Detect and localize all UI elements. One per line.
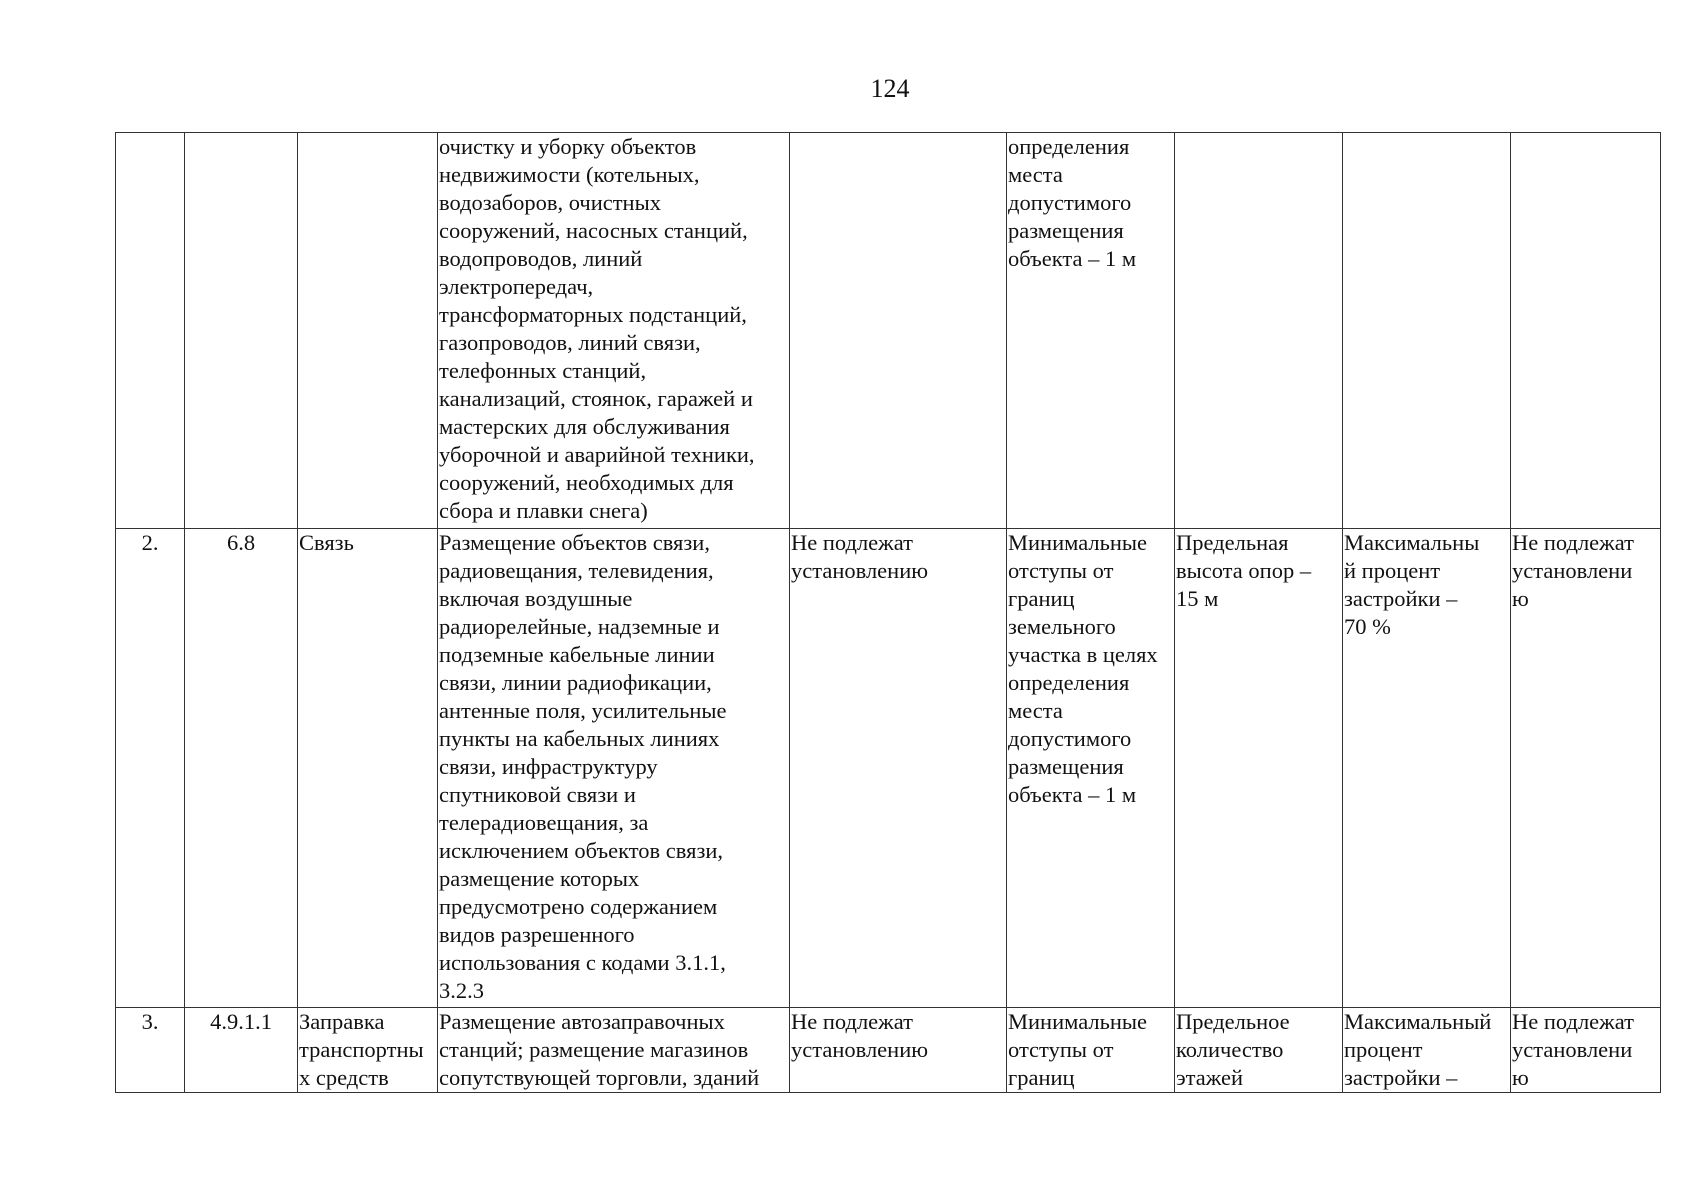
table-row	[116, 133, 1661, 529]
cell-text-lines	[1512, 1008, 1659, 1092]
cell-value: 4.9.1.1	[210, 1009, 272, 1034]
cell-line: использования с кодами 3.1.1,	[439, 950, 726, 975]
cell-line: установлени	[1512, 1037, 1633, 1062]
cell-use-description	[438, 529, 790, 1008]
cell-value: 3.	[141, 1009, 159, 1034]
cell-setbacks	[1007, 133, 1175, 529]
cell-line: отступы от	[1008, 558, 1114, 583]
cell-line: телефонных станций,	[439, 358, 647, 383]
cell-line: Размещение автозаправочных	[439, 1009, 725, 1034]
cell-line: размещение которых	[439, 866, 640, 891]
cell-line: й процент	[1344, 558, 1441, 583]
cell-value: 2.	[141, 530, 159, 555]
cell-line: Предельная	[1176, 530, 1289, 555]
cell-text-lines	[439, 133, 788, 525]
cell-height-limit	[1175, 529, 1343, 1008]
cell-line: газопроводов, линий связи,	[439, 330, 701, 355]
cell-line: станций; размещение магазинов	[439, 1037, 749, 1062]
cell-line: объекта – 1 м	[1008, 246, 1137, 271]
cell-use-code	[185, 1008, 298, 1093]
cell-line: Максимальный	[1344, 1009, 1492, 1034]
cell-use-name	[298, 529, 438, 1008]
cell-text-lines	[1176, 529, 1341, 613]
cell-line: определения	[1008, 134, 1130, 159]
cell-text-lines	[299, 1008, 436, 1092]
cell-line: 70 %	[1344, 614, 1391, 639]
table-row	[116, 1008, 1661, 1093]
cell-coverage	[1343, 1008, 1511, 1093]
cell-line: объекта – 1 м	[1008, 782, 1137, 807]
cell-coverage	[1343, 133, 1511, 529]
cell-text-lines	[1008, 133, 1173, 273]
cell-use-name	[298, 133, 438, 529]
cell-row-number	[116, 133, 185, 529]
cell-line: Максимальны	[1344, 530, 1480, 555]
cell-line: земельного	[1008, 614, 1116, 639]
cell-line: размещения	[1008, 754, 1124, 779]
cell-line: застройки –	[1344, 1065, 1458, 1090]
cell-use-code	[185, 133, 298, 529]
cell-line: ю	[1512, 1065, 1529, 1090]
cell-line: связи, линии радиофикации,	[439, 670, 712, 695]
cell-line: телерадиовещания, за	[439, 810, 649, 835]
cell-line: Предельное	[1176, 1009, 1290, 1034]
cell-text-lines	[791, 1008, 1005, 1064]
cell-row-number	[116, 529, 185, 1008]
cell-line: границ	[1008, 586, 1075, 611]
cell-line: пункты на кабельных линиях	[439, 726, 720, 751]
cell-line: электропередач,	[439, 274, 594, 299]
cell-line: Заправка	[299, 1009, 385, 1034]
cell-use-description	[438, 1008, 790, 1093]
cell-text-lines	[1008, 1008, 1173, 1092]
cell-height-limit	[1175, 1008, 1343, 1093]
cell-other-limits	[1511, 133, 1661, 529]
cell-line: допустимого	[1008, 190, 1132, 215]
cell-line: очистку и уборку объектов	[439, 134, 697, 159]
cell-line: транспортны	[299, 1037, 424, 1062]
cell-text-lines	[791, 529, 1005, 585]
cell-line: Не подлежат	[1512, 1009, 1634, 1034]
cell-line: Минимальные	[1008, 1009, 1148, 1034]
cell-text-lines	[1344, 529, 1509, 641]
cell-line: антенные поля, усилительные	[439, 698, 727, 723]
cell-plot-size	[790, 1008, 1007, 1093]
cell-line: процент	[1344, 1037, 1423, 1062]
cell-text-lines	[1512, 529, 1659, 613]
cell-height-limit	[1175, 133, 1343, 529]
cell-line: участка в целях	[1008, 642, 1158, 667]
cell-setbacks	[1007, 529, 1175, 1008]
cell-line: недвижимости (котельных,	[439, 162, 700, 187]
cell-line: радиорелейные, надземные и	[439, 614, 720, 639]
cell-line: размещения	[1008, 218, 1124, 243]
cell-line: включая воздушные	[439, 586, 633, 611]
cell-line: сооружений, необходимых для	[439, 470, 734, 495]
cell-line: х средств	[299, 1065, 389, 1090]
regulations-table	[115, 132, 1661, 1093]
cell-other-limits	[1511, 1008, 1661, 1093]
cell-line: водозаборов, очистных	[439, 190, 661, 215]
cell-line: сооружений, насосных станций,	[439, 218, 748, 243]
cell-row-number	[116, 1008, 185, 1093]
cell-plot-size	[790, 529, 1007, 1008]
cell-line: ю	[1512, 586, 1529, 611]
cell-line: водопроводов, линий	[439, 246, 643, 271]
cell-text-lines	[1176, 1008, 1341, 1092]
table-row	[116, 529, 1661, 1008]
cell-line: сбора и плавки снега)	[439, 498, 648, 523]
cell-text-lines	[1344, 1008, 1509, 1092]
table-body	[116, 133, 1661, 1093]
cell-text-lines	[439, 1008, 788, 1092]
cell-line: Не подлежат	[1512, 530, 1634, 555]
cell-plot-size	[790, 133, 1007, 529]
cell-use-name	[298, 1008, 438, 1093]
cell-line: трансформаторных подстанций,	[439, 302, 747, 327]
cell-line: высота опор –	[1176, 558, 1312, 583]
cell-line: этажей	[1176, 1065, 1244, 1090]
cell-line: 15 м	[1176, 586, 1219, 611]
cell-use-code	[185, 529, 298, 1008]
cell-line: 3.2.3	[439, 978, 484, 1003]
cell-line: предусмотрено содержанием	[439, 894, 718, 919]
cell-line: Связь	[299, 530, 354, 555]
cell-line: Размещение объектов связи,	[439, 530, 710, 555]
cell-coverage	[1343, 529, 1511, 1008]
cell-line: места	[1008, 698, 1063, 723]
cell-other-limits	[1511, 529, 1661, 1008]
cell-line: границ	[1008, 1065, 1075, 1090]
cell-line: количество	[1176, 1037, 1284, 1062]
cell-line: Не подлежат	[791, 530, 913, 555]
cell-line: допустимого	[1008, 726, 1132, 751]
cell-line: подземные кабельные линии	[439, 642, 715, 667]
cell-line: определения	[1008, 670, 1130, 695]
cell-line: радиовещания, телевидения,	[439, 558, 714, 583]
cell-line: установлению	[791, 1037, 929, 1062]
cell-line: видов разрешенного	[439, 922, 635, 947]
cell-use-description	[438, 133, 790, 529]
cell-setbacks	[1007, 1008, 1175, 1093]
cell-line: Минимальные	[1008, 530, 1148, 555]
cell-line: установлени	[1512, 558, 1633, 583]
page-number: 124	[870, 74, 910, 103]
cell-value: 6.8	[226, 530, 256, 555]
cell-line: связи, инфраструктуру	[439, 754, 658, 779]
cell-line: исключением объектов связи,	[439, 838, 724, 863]
cell-line: отступы от	[1008, 1037, 1114, 1062]
cell-line: места	[1008, 162, 1063, 187]
cell-line: мастерских для обслуживания	[439, 414, 730, 439]
cell-line: Не подлежат	[791, 1009, 913, 1034]
cell-line: установлению	[791, 558, 929, 583]
cell-text-lines	[299, 529, 436, 557]
cell-line: канализаций, стоянок, гаражей и	[439, 386, 753, 411]
cell-text-lines	[439, 529, 788, 1005]
cell-line: застройки –	[1344, 586, 1458, 611]
cell-line: сопутствующей торговли, зданий	[439, 1065, 760, 1090]
cell-line: спутниковой связи и	[439, 782, 636, 807]
cell-line: уборочной и аварийной техники,	[439, 442, 755, 467]
cell-text-lines	[1008, 529, 1173, 809]
